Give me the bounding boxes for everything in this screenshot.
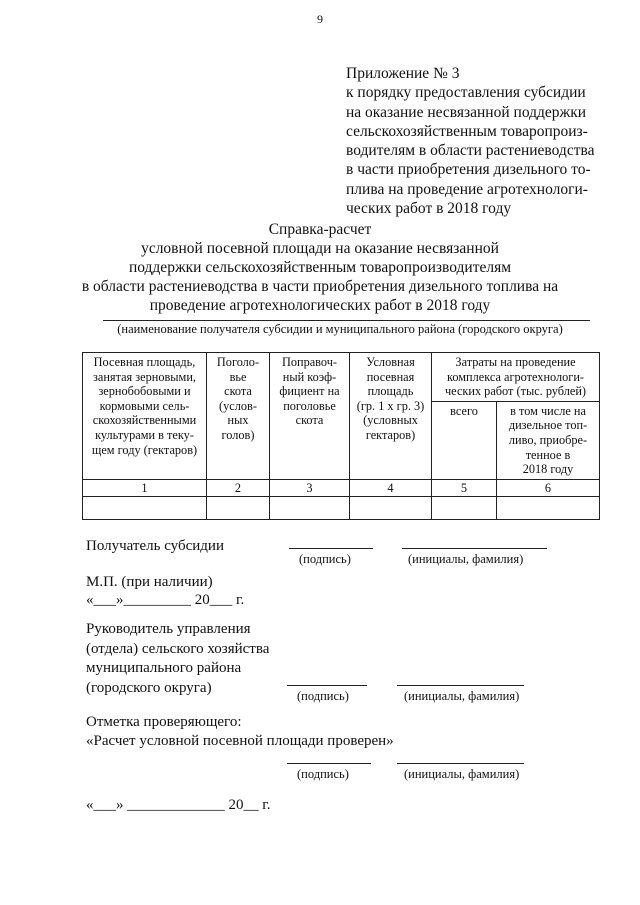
annex-line: Приложение № 3 <box>346 65 460 82</box>
annex-line: на оказание несвязанной поддержки <box>346 103 587 121</box>
table-cell[interactable] <box>432 497 497 520</box>
annex-block <box>346 64 636 218</box>
head-label-line: (отдела) сельского хозяйства <box>86 640 270 657</box>
header-conditional-area: Условная посевная площадь (гр. 1 х гр. 3) (условных гектаров) <box>350 353 432 480</box>
column-number: 5 <box>432 479 497 497</box>
recipient-caption: (наименование получателя субсидии и муниципального района (городского округа) <box>117 322 563 336</box>
title-line: Справка-расчет <box>268 221 372 238</box>
head-signature-line[interactable] <box>287 685 367 686</box>
name-caption: (инициалы, фамилия) <box>404 767 520 781</box>
column-number: 6 <box>497 479 600 497</box>
header-sown-area: Посевная площадь, занятая зерновыми, зернобобовыми и кормовыми сель- скохозяйственными культурами в теку- щем году (гектаров) <box>83 353 207 480</box>
signature-caption: (подпись) <box>299 552 351 566</box>
head-name-line[interactable] <box>397 685 524 686</box>
annex-line: сельскохозяйственным товаропроиз- <box>346 122 588 140</box>
annex-line: водителям в области растениеводства <box>346 142 595 160</box>
head-label-line: Руководитель управления <box>86 621 251 637</box>
table-cell[interactable] <box>270 497 350 520</box>
title-line: проведение агротехнологических работ в 2018 году <box>149 297 491 314</box>
recipient-label: Получатель субсидии <box>86 538 224 554</box>
subheader-total: всего <box>432 401 497 479</box>
stamp-label: М.П. (при наличии) <box>86 574 213 590</box>
signature-caption: (подпись) <box>297 767 349 781</box>
table-cell[interactable] <box>83 497 207 520</box>
checker-signature-line[interactable] <box>287 763 371 764</box>
calculation-table <box>82 352 600 520</box>
date-line: «___» _____________ 20__ г. <box>86 797 271 813</box>
table-cell[interactable] <box>497 497 600 520</box>
column-number: 4 <box>350 479 432 497</box>
annex-line: плива на проведение агротехнологи- <box>346 180 588 198</box>
table-column-numbers-row <box>83 479 600 497</box>
column-number: 3 <box>270 479 350 497</box>
header-livestock: Поголо- вье скота (услов- ных голов) <box>207 353 270 480</box>
title-line: поддержки сельскохозяйственным товаропроизводителям <box>128 259 512 276</box>
annex-line: в части приобретения дизельного то- <box>346 161 591 179</box>
header-correction-factor: Поправоч- ный коэф- фициент на поголовье скота <box>270 353 350 480</box>
name-caption: (инициалы, фамилия) <box>404 689 520 703</box>
name-caption: (инициалы, фамилия) <box>408 552 524 566</box>
title-line: условной посевной площади на оказание несвязанной <box>141 240 499 257</box>
head-label <box>86 620 269 698</box>
table-cell[interactable] <box>207 497 270 520</box>
date-line: «___»_________ 20___ г. <box>86 592 245 608</box>
recipient-name-line[interactable] <box>103 320 590 321</box>
table-header-row <box>83 353 600 402</box>
column-number: 1 <box>83 479 207 497</box>
head-label-line: муниципального района <box>86 660 242 676</box>
title-line: в области растениеводства в части приобретения дизельного топлива на <box>81 278 559 295</box>
table-cell[interactable] <box>350 497 432 520</box>
document-title <box>20 220 620 315</box>
page-number: 9 <box>317 12 323 26</box>
recipient-name-line[interactable] <box>402 548 547 549</box>
subheader-diesel: в том числе на дизельное топ- ливо, приобре- тенное в 2018 году <box>497 401 600 479</box>
header-costs: Затраты на проведение комплекса агротехнологи- ческих работ (тыс. рублей) <box>432 353 600 402</box>
recipient-signature-line[interactable] <box>289 548 373 549</box>
table-row <box>83 497 600 520</box>
annex-line: ческих работ в 2018 году <box>346 200 512 218</box>
annex-line: к порядку предоставления субсидии <box>346 84 586 102</box>
head-label-line: (городского округа) <box>86 679 212 696</box>
checker-text: «Расчет условной посевной площади проверен» <box>86 733 394 749</box>
checker-name-line[interactable] <box>397 763 524 764</box>
signature-caption: (подпись) <box>297 689 349 703</box>
checker-label: Отметка проверяющего: <box>86 714 242 730</box>
column-number: 2 <box>207 479 270 497</box>
